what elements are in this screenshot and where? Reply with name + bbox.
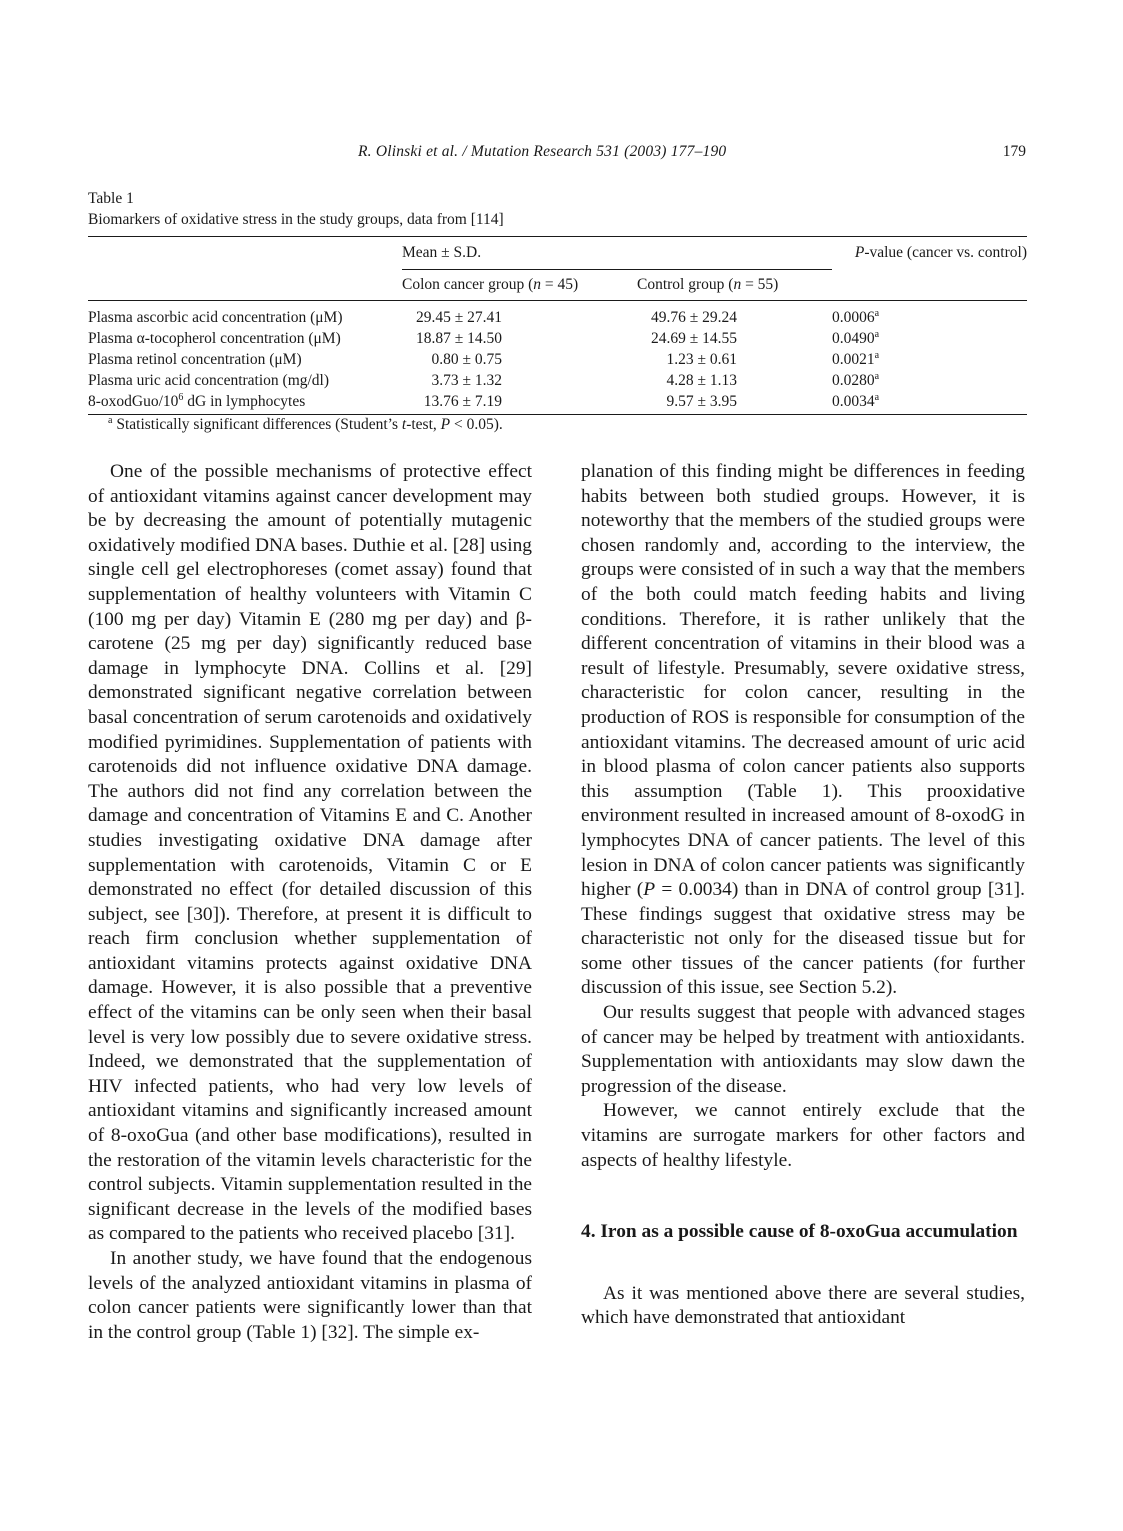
colon-value: 29.45 ± 27.41 [415,309,502,326]
paragraph: In another study, we have found that the endogenous levels of the analyzed antioxidant vitamins in plasma of colon cancer patients were significantly lower than that in the control group (Table 1) [32]. The simple ex- [88,1248,532,1343]
running-head: R. Olinski et al. / Mutation Research 531 (2003) 177–190 [358,143,727,160]
table-footnote [108,416,503,434]
colon-value: 0.80 ± 0.75 [431,351,502,368]
footnote-text: Statistically significant differences (Student’s t-test, P < 0.05). [112,416,503,433]
table-caption [88,188,504,230]
table-header-row [88,237,1027,270]
p-value: 0.0280$^a$ [832,371,880,389]
row-label: Plasma retinol concentration (μM) [88,351,302,368]
table-title: Biomarkers of oxidative stress in the study groups, data from [114] [88,211,504,228]
paragraph: However, we cannot entirely exclude that the vitamins are surrogate markers for other factors and aspects of healthy lifestyle. [581,1100,1025,1171]
colon-value: 3.73 ± 1.32 [431,372,502,389]
p-value: 0.0021$^a$ [832,350,880,368]
p-header-cell [832,237,1027,270]
table-label: Table 1 [88,190,134,207]
row-label: $8-oxodGuo/10^6$ dG in lymphocytes [88,391,402,415]
control-value: 1.23 ± 0.61 [666,351,737,368]
biomarkers-table [88,236,1027,415]
p-value: 0.0034$^a$ [832,391,1027,415]
p-value: 0.0006$^a$ [832,308,880,326]
control-header: Control group (n = 55) [637,270,832,301]
colon-header: Colon cancer group (n = 45) [402,270,637,301]
paragraph: planation of this finding might be differences in feeding habits between both studied groups. However, it is noteworthy that the members of the studied groups were chosen randomly and, according to the interview, the groups were consisted of in such a way that the members of the both could match feeding habits and living conditions. Therefore, it is rather unlikely that the different concentration of vitamins in their blood was a result of lifestyle. Presumably, severe oxidative stress, characteristic for colon cancer, resulting in the production of ROS is responsible for consumption of the antioxidant vitamins. The decreased amount of uric acid in blood plasma of colon cancer patients also supports this assumption (Table 1). This prooxidative environment resulted in increased amount of 8-oxodG in lymphocytes DNA of cancer patients. The level of this lesion in DNA of colon cancer patients was significantly higher (P = 0.0034) than in DNA of control group [31]. These findings suggest that oxidative stress may be characteristic not only for the diseased tissue but for some other tissues of the cancer patients (for further discussion of this issue, see Section 5.2). [581,461,1025,999]
table-row [88,301,1027,329]
paragraph: Our results suggest that people with advanced stages of cancer may be helped by treatment with antioxidants. Supplementation with antioxidants may slow dawn the progression of the disease. [581,1002,1025,1097]
table-row [88,370,1027,391]
group-header: Mean ± S.D. [402,244,482,261]
table-row [88,349,1027,370]
row-label: Plasma uric acid concentration (mg/dl) [88,372,330,389]
data-table-wrap [88,236,1027,415]
table-body [88,301,1027,415]
page-number: 179 [1002,143,1026,160]
control-value: 49.76 ± 29.24 [650,309,737,326]
p-value: 0.0490$^a$ [832,329,880,347]
p-header-rest: -value (cancer vs. control) [864,244,1027,262]
paragraph: One of the possible mechanisms of protective effect of antioxidant vitamins against cancer development may be by decreasing the amount of potentially mutagenic oxidatively modified DNA bases. Duthie et al. [28] using single cell gel electrophoreses (comet assay) found that supplementation of healthy volunteers with Vitamin C (100 mg per day) Vitamin E (280 mg per day) and β-carotene (25 mg per day) significantly reduced base damage in lymphocyte DNA. Collins et al. [29] demonstrated significant negative correlation between basal concentration of serum carotenoids and oxidatively modified pyrimidines. Supplementation of patients with carotenoids did not influence oxidative DNA damage. The authors did not find any correlation between the damage and concentration of Vitamins E and C. Another studies investigating oxidative DNA damage after supplementation with carotenoids, Vitamin C or E demonstrated no effect (for detailed discussion of this subject, see [30]). Therefore, at present it is difficult to reach firm conclusion whether supplementation of antioxidant vitamins protects against oxidative DNA damage. However, it is also possible that a preventive effect of the vitamins can be only seen when their basal level is very low possibly due to severe oxidative stress. Indeed, we demonstrated that the supplementation of HIV infected patients, who had very low levels of antioxidant vitamins and significantly increased amount of 8-oxoGua (and other base modifications), resulted in the restoration of the vitamin levels characteristic for the control subjects. Vitamin supplementation resulted in the significant decrease in the levels of the modified bases as compared to the patients who received placebo [31]. [88,461,532,1245]
p-header: P-value (cancer vs. control) [854,244,1027,262]
right-column [581,460,1025,1331]
colon-value: 18.87 ± 14.50 [415,330,502,347]
row-label: Plasma α-tocopherol concentration (μM) [88,330,341,347]
control-value: 24.69 ± 14.55 [650,330,737,347]
row-label: Plasma ascorbic acid concentration (μM) [88,309,343,326]
control-value: 4.28 ± 1.13 [666,372,737,389]
left-column [88,460,532,1345]
colon-value: 13.76 ± 7.19 [402,391,637,415]
section-heading: 4. Iron as a possible cause of 8-oxoGua accumulation [581,1221,1018,1243]
control-value: 9.57 ± 3.95 [637,391,832,415]
footnote-mark: a [108,415,113,426]
paragraph: As it was mentioned above there are several studies, which have demonstrated that antioxidant [581,1282,1025,1329]
group-header-cell [402,237,832,270]
table-row [88,391,1027,415]
table-row [88,328,1027,349]
table-subheader-row [88,270,1027,301]
